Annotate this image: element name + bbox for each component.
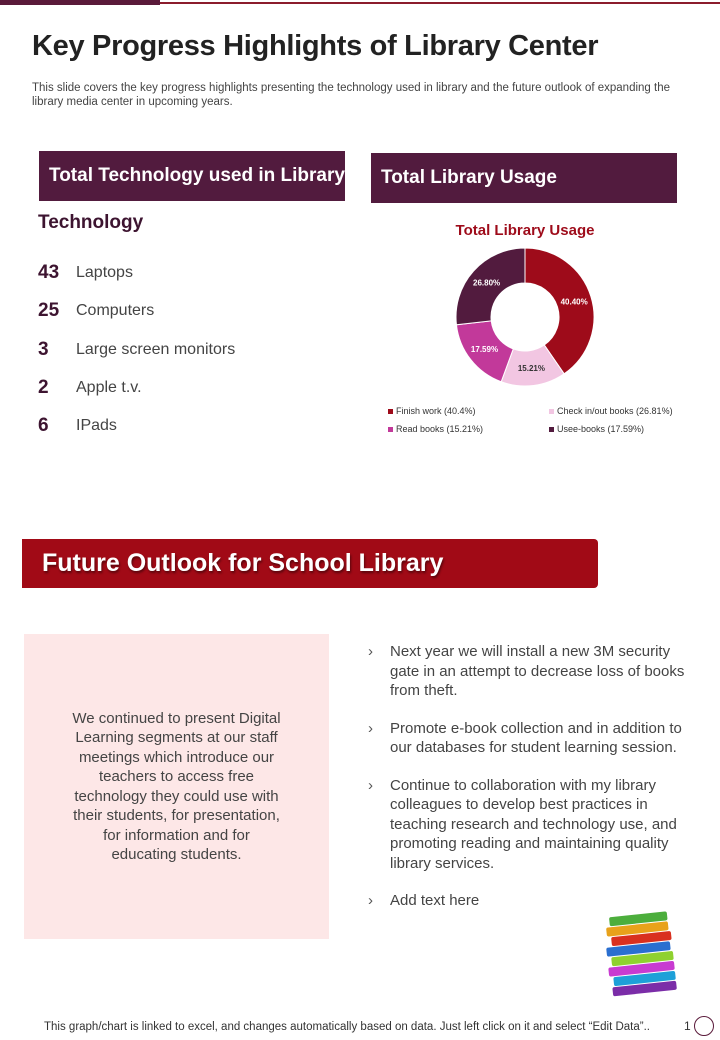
footer-note: This graph/chart is linked to excel, and changes automatically based on data. Just left click on it and select “Edit Data”.. xyxy=(44,1021,650,1033)
legend-label: Usee-books (17.59%) xyxy=(557,424,645,434)
legend-swatch xyxy=(549,409,554,414)
chevron-right-icon: › xyxy=(368,776,373,794)
tech-count: 3 xyxy=(38,339,49,360)
usage-header: Total Library Usage xyxy=(371,153,677,203)
donut-data-label-0: 40.40% xyxy=(560,297,588,307)
tech-label: IPads xyxy=(76,417,117,434)
page-title: Key Progress Highlights of Library Center xyxy=(32,30,599,62)
list-item xyxy=(368,776,698,874)
usage-donut-chart[interactable] xyxy=(445,245,605,395)
legend-item-read-books xyxy=(388,424,483,434)
chart-title: Total Library Usage xyxy=(455,222,595,239)
tech-item-laptops xyxy=(38,260,133,286)
digital-learning-text: We continued to present Digital Learning segments at our staff meetings which introduce our teachers to access free technology they could use with their students, for presentation, for information and for educating students. xyxy=(72,709,281,863)
donut-data-label-1: 15.21% xyxy=(517,364,546,374)
bullet-text[interactable]: Add text here xyxy=(390,892,480,909)
tech-label: Laptops xyxy=(76,264,133,281)
legend-label: Finish work (40.4%) xyxy=(396,406,476,416)
page-subtitle: This slide covers the key progress highlights presenting the technology used in library and the future outlook of expanding the library media center in upcoming years. xyxy=(32,82,670,108)
tech-label: Large screen monitors xyxy=(76,341,236,358)
page-indicator-circle xyxy=(694,1016,714,1036)
legend-item-usee-books xyxy=(549,424,644,434)
donut-data-label-3: 26.80% xyxy=(473,278,501,288)
technology-heading: Technology xyxy=(38,212,144,233)
future-outlook-banner: Future Outlook for School Library xyxy=(22,539,598,588)
legend-item-finish-work xyxy=(388,406,476,416)
bullet-text: Promote e-book collection and in addition to our databases for student learning session. xyxy=(390,719,682,756)
page-number: 1 xyxy=(684,1019,691,1033)
bullet-text: Next year we will install a new 3M security gate in an attempt to decrease loss of books from theft. xyxy=(390,643,685,699)
tech-count: 6 xyxy=(38,415,49,436)
books-stack-icon xyxy=(603,908,683,1000)
chevron-right-icon: › xyxy=(368,643,373,660)
legend-swatch xyxy=(549,427,554,432)
donut-data-label-2: 17.59% xyxy=(470,344,499,354)
tech-item-monitors xyxy=(38,337,235,363)
top-accent-bar xyxy=(0,0,160,5)
bullet-text: Continue to collaboration with my library colleagues to develop best practices in teaching research and technology use, and promoting reading and maintaining quality library services. xyxy=(390,776,677,872)
technology-header: Total Technology used in Library xyxy=(39,151,345,201)
digital-learning-box xyxy=(24,634,329,939)
tech-count: 43 xyxy=(38,262,60,283)
top-accent-line xyxy=(160,2,720,4)
legend-label: Check in/out books (26.81%) xyxy=(557,406,673,416)
list-item xyxy=(368,642,698,701)
tech-count: 25 xyxy=(38,300,60,321)
tech-count: 2 xyxy=(38,377,49,398)
tech-item-computers xyxy=(38,298,154,324)
tech-label: Computers xyxy=(76,302,155,319)
chevron-right-icon: › xyxy=(368,892,373,909)
legend-swatch xyxy=(388,409,393,414)
list-item xyxy=(368,719,698,758)
chevron-right-icon: › xyxy=(368,719,373,737)
tech-item-apple-tv xyxy=(38,375,142,401)
future-bullet-list xyxy=(368,642,698,929)
tech-label: Apple t.v. xyxy=(76,379,142,396)
tech-item-ipads xyxy=(38,413,117,439)
legend-swatch xyxy=(388,427,393,432)
legend-label: Read books (15.21%) xyxy=(396,424,484,434)
legend-item-check-in-out xyxy=(549,406,673,416)
